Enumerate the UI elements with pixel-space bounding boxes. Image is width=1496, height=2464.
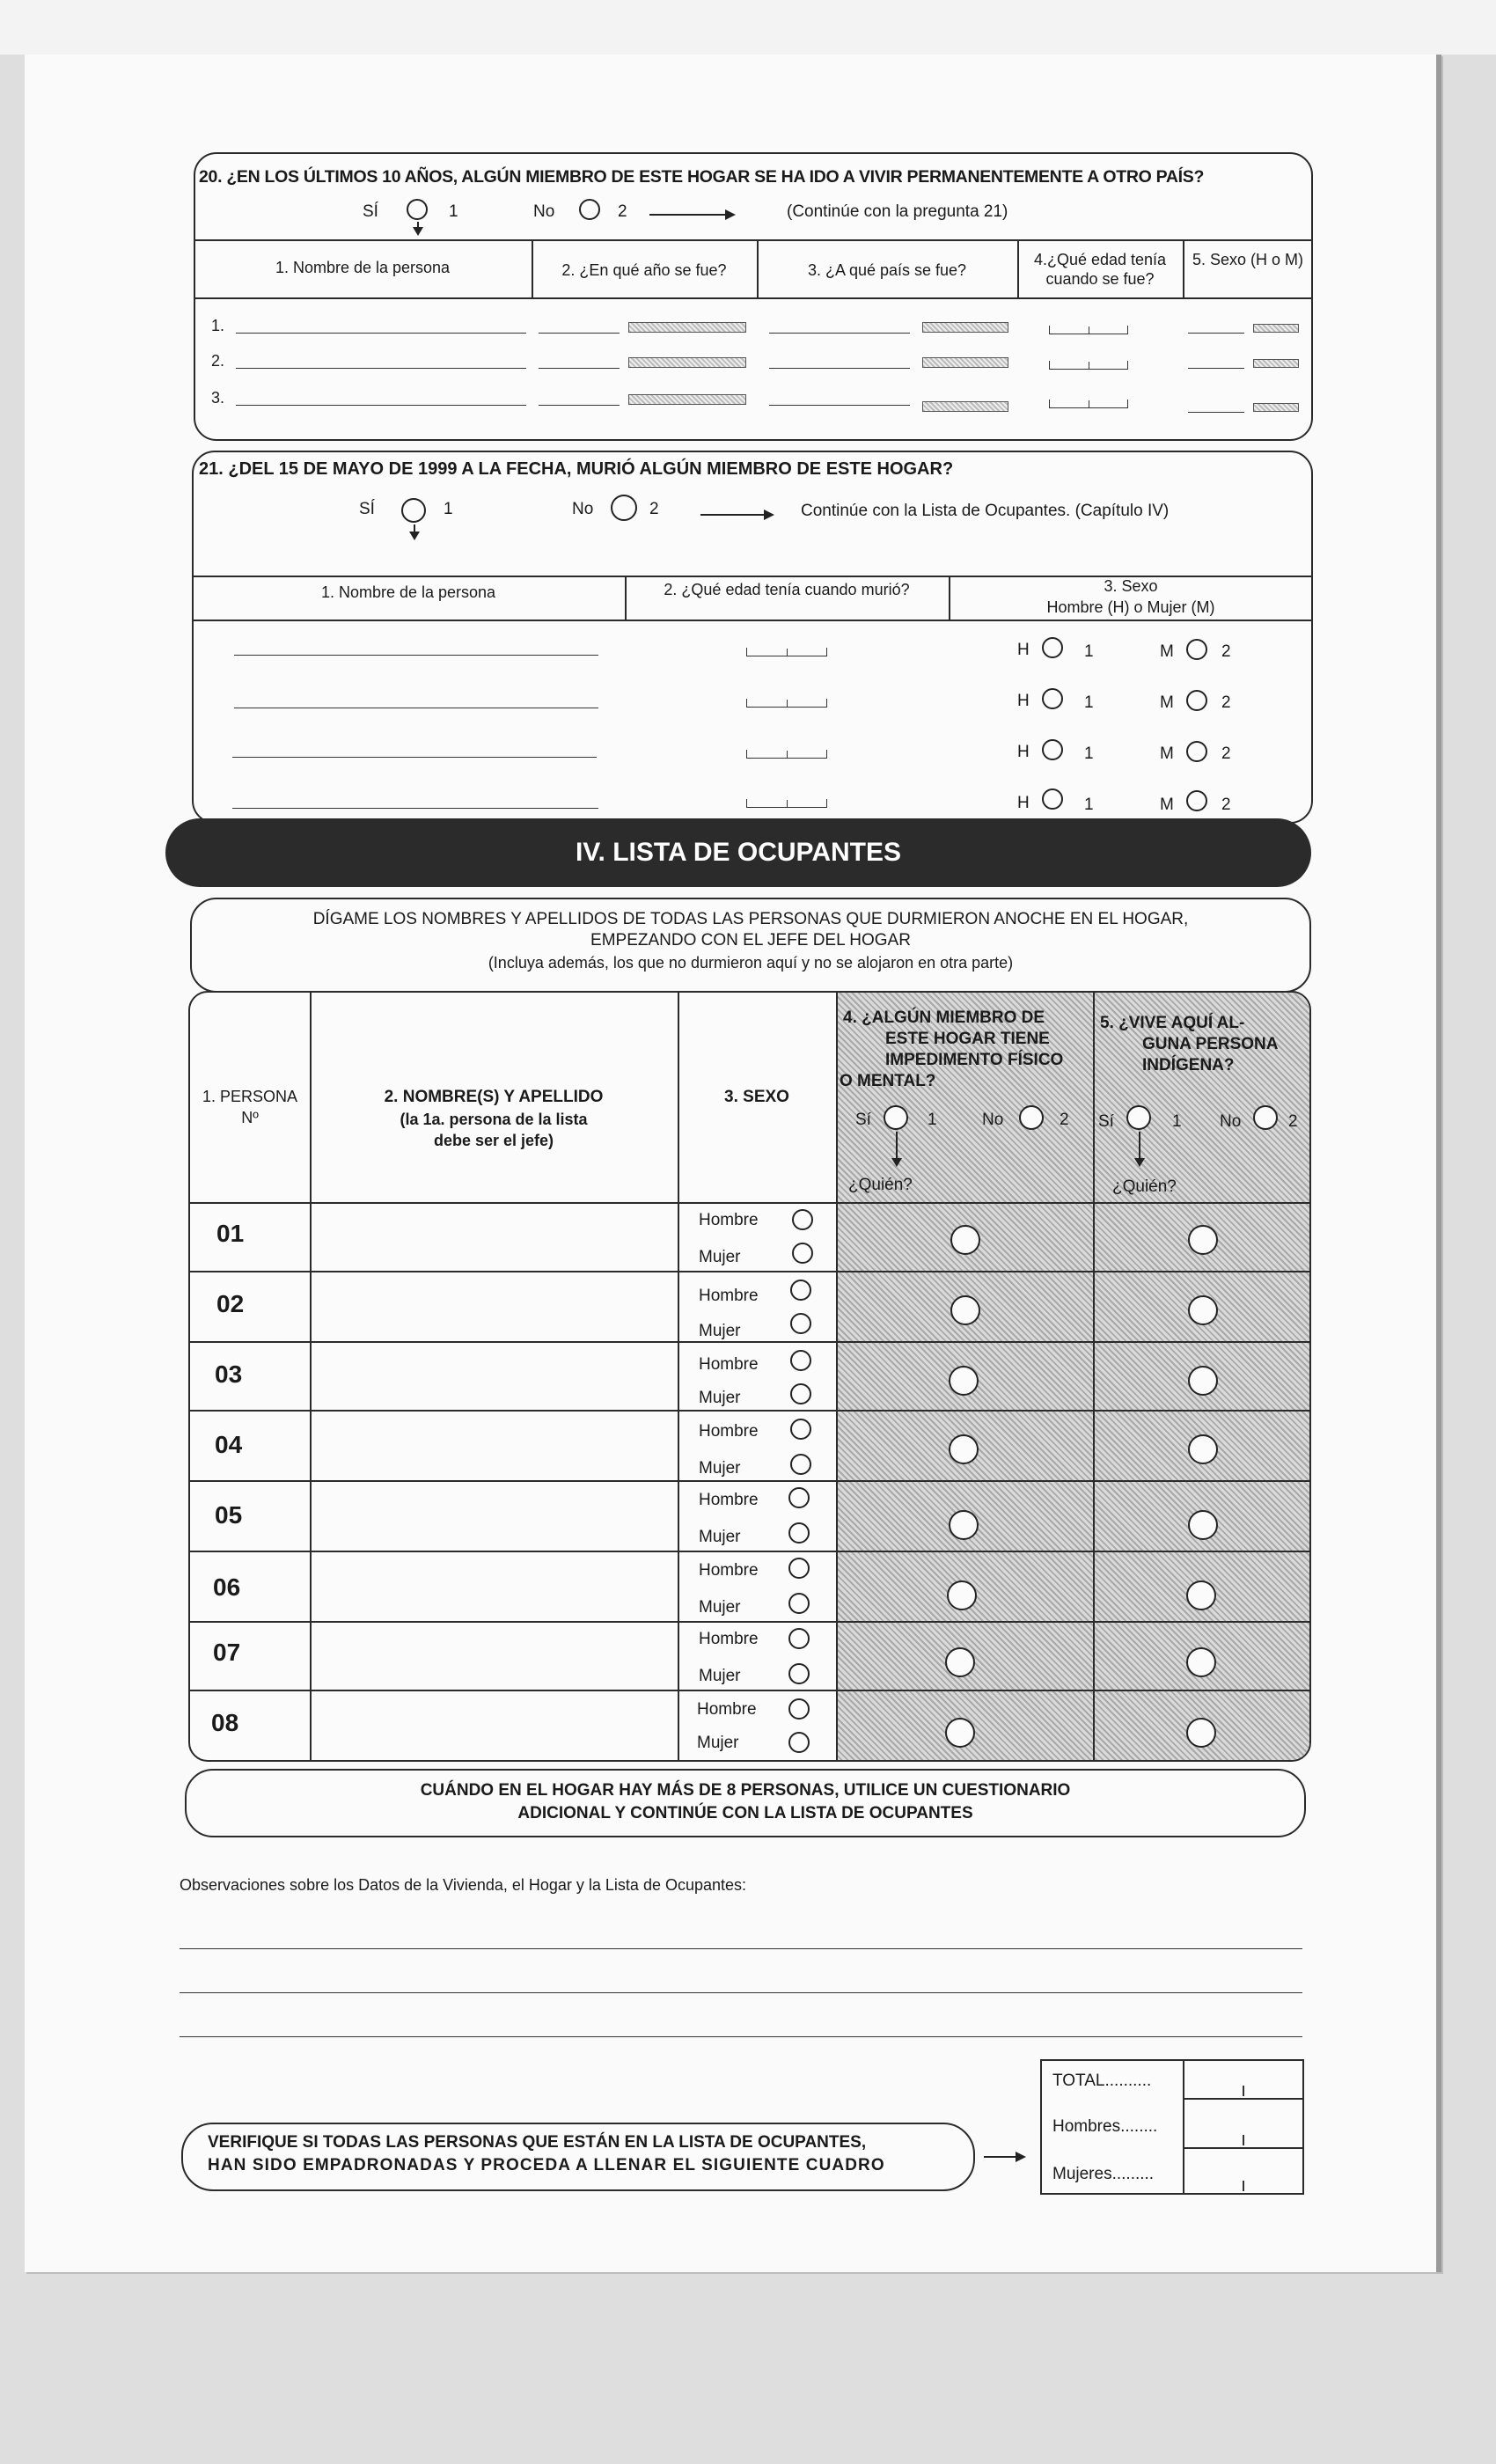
q20-si-code: 1 — [449, 202, 458, 221]
q20-col3-header: 3. ¿A qué país se fue? — [807, 261, 967, 279]
q21-row-1-h-radio[interactable] — [1042, 637, 1063, 658]
occ-col3-header: 3. SEXO — [724, 1088, 789, 1106]
occ-col5-no-code: 2 — [1288, 1112, 1298, 1131]
q21-row-2-h-radio[interactable] — [1042, 688, 1063, 709]
occ-row-08-mujer: Mujer — [697, 1734, 739, 1752]
q20-row-2-num: 2. — [211, 352, 225, 370]
occ-col5-header-l1: 5. ¿VIVE AQUÍ AL- — [1100, 1014, 1245, 1032]
q20-title: 20. ¿EN LOS ÚLTIMOS 10 AÑOS, ALGÚN MIEMBRO DE ESTE HOGAR SE HA IDO A VIVIR PERMANENTEMENTE A OTRO PAÍS? — [199, 167, 1205, 187]
q20-row-2-sex-field[interactable] — [1188, 368, 1244, 369]
q20-row-2-name-field[interactable] — [236, 368, 526, 369]
occ-row-05-mujer-radio[interactable] — [788, 1522, 810, 1544]
occ-col2-header-line2: (la 1a. persona de la lista — [400, 1111, 588, 1128]
totals-mujeres-label: Mujeres......... — [1052, 2165, 1155, 2183]
occ-col2-header-line1: 2. NOMBRE(S) Y APELLIDO — [384, 1088, 604, 1106]
q20-col4-header: 4.¿Qué edad tenía cuando se fue? — [1033, 251, 1167, 288]
occ-col5-header-l3: INDÍGENA? — [1142, 1056, 1235, 1074]
occ-div3 — [836, 993, 838, 1760]
occ-row-03-mujer: Mujer — [699, 1389, 741, 1407]
observations-label: Observaciones sobre los Datos de la Vivienda, el Hogar y la Lista de Ocupantes: — [180, 1876, 747, 1894]
q21-header-bottom — [192, 620, 1313, 621]
occ-col5-no-label: No — [1220, 1112, 1242, 1131]
more-persons-line1: CUÁNDO EN EL HOGAR HAY MÁS DE 8 PERSONAS, UTILICE UN CUESTIONARIO — [420, 1781, 1071, 1800]
totals-total-label: TOTAL.......... — [1052, 2072, 1152, 2090]
occ-row-03-num: 03 — [215, 1360, 243, 1388]
q21-row-1-h-code: 1 — [1084, 642, 1094, 661]
occ-row-08-mujer-radio[interactable] — [788, 1732, 810, 1753]
occ-col4-si-label: Sí — [855, 1111, 871, 1129]
q20-row-1-year-field[interactable] — [539, 333, 620, 334]
q21-no-radio[interactable] — [611, 495, 637, 521]
totals-hombres-label: Hombres........ — [1052, 2117, 1158, 2136]
occ-col5-si-label: Sí — [1098, 1112, 1114, 1131]
q20-row-2-sex-code — [1253, 359, 1299, 368]
q20-row-3-num: 3. — [211, 389, 225, 407]
occ-row-02-mujer-radio[interactable] — [790, 1313, 811, 1334]
occ-row-05-indigenous-radio[interactable] — [1188, 1510, 1218, 1540]
q21-row-3-h-code: 1 — [1084, 744, 1094, 763]
occ-row-01-hombre-radio[interactable] — [792, 1209, 813, 1230]
occ-row-02-hombre-radio[interactable] — [790, 1280, 811, 1301]
q21-no-code: 2 — [649, 500, 659, 518]
occ-row-08-hombre: Hombre — [697, 1700, 757, 1719]
q21-row-4-m-label: M — [1160, 796, 1174, 814]
q20-row-1-country-field[interactable] — [769, 333, 910, 334]
occ-row-02-num: 02 — [216, 1290, 245, 1317]
occ-div4 — [1093, 993, 1095, 1760]
occ-row-03-mujer-radio[interactable] — [790, 1383, 811, 1404]
q21-row-1-m-label: M — [1160, 642, 1174, 661]
q20-col5-header: 5. Sexo (H o M) — [1192, 251, 1304, 268]
q21-row-3-age-field[interactable] — [746, 750, 827, 759]
q20-row-1-country-code — [922, 322, 1008, 333]
q21-row-3-m-label: M — [1160, 744, 1174, 763]
occ-row-01-num: 01 — [216, 1220, 245, 1247]
occ-col4-no-label: No — [982, 1111, 1004, 1129]
q21-skip-note: Continúe con la Lista de Ocupantes. (Capítulo IV) — [801, 502, 1170, 520]
occ-row-04-num: 04 — [215, 1431, 243, 1458]
occ-col5-quien: ¿Quién? — [1112, 1177, 1177, 1196]
occ-row-06-mujer-radio[interactable] — [788, 1593, 810, 1614]
q20-col1-header: 1. Nombre de la persona — [275, 259, 451, 276]
q20-row-2-country-field[interactable] — [769, 368, 910, 369]
q21-row-2-h-code: 1 — [1084, 693, 1094, 712]
occ-row-06-hombre-radio[interactable] — [788, 1558, 810, 1579]
occ-col4-si-radio[interactable] — [884, 1105, 908, 1130]
occ-row-01-impediment-radio[interactable] — [950, 1225, 980, 1255]
occ-row-07-indigenous-radio[interactable] — [1186, 1647, 1216, 1677]
q21-row-1-h-label: H — [1017, 641, 1030, 659]
q20-row-1-num: 1. — [211, 317, 225, 334]
occ-row-08-indigenous-radio[interactable] — [1186, 1718, 1216, 1748]
occ-col5-si-code: 1 — [1172, 1112, 1182, 1131]
q21-col3-header-line1: 3. Sexo — [1104, 577, 1158, 595]
observations-line-2[interactable] — [180, 1992, 1302, 1993]
q20-header-bottom — [194, 297, 1313, 299]
verify-line1: VERIFIQUE SI TODAS LAS PERSONAS QUE ESTÁN EN LA LISTA DE OCUPANTES, — [208, 2133, 867, 2152]
q21-col2-header: 2. ¿Qué edad tenía cuando murió? — [664, 581, 910, 598]
q21-row-3-m-code: 2 — [1221, 744, 1231, 763]
totals-hombres-field[interactable] — [1184, 2100, 1302, 2147]
q21-si-code: 1 — [444, 500, 453, 518]
q20-row-2-year-code — [628, 357, 746, 368]
q21-row-3-h-label: H — [1017, 743, 1030, 761]
section-banner: IV. LISTA DE OCUPANTES — [165, 818, 1311, 887]
q20-row-3-name-field[interactable] — [236, 405, 526, 406]
q21-row-4-age-field[interactable] — [746, 799, 827, 808]
occ-row-06-indigenous-radio[interactable] — [1186, 1580, 1216, 1610]
q20-skip-arrow — [649, 214, 734, 216]
occ-row-07-hombre-radio[interactable] — [788, 1628, 810, 1649]
more-persons-box — [185, 1769, 1306, 1837]
occ-col4-quien: ¿Quién? — [848, 1176, 913, 1194]
occ-col4-header-l3: IMPEDIMENTO FÍSICO — [885, 1051, 1064, 1069]
occ-col4-header-l2: ESTE HOGAR TIENE — [885, 1030, 1050, 1048]
occ-row-04-impediment-radio[interactable] — [949, 1434, 979, 1464]
occ-row-06-mujer: Mujer — [699, 1598, 741, 1617]
q20-no-label: No — [533, 202, 555, 221]
occ-col5-si-radio[interactable] — [1126, 1105, 1151, 1130]
occ-row-04-indigenous-radio[interactable] — [1188, 1434, 1218, 1464]
q20-si-label: SÍ — [363, 202, 378, 221]
occ-row-02-indigenous-radio[interactable] — [1188, 1295, 1218, 1325]
occ-col1-header-line1: 1. PERSONA — [202, 1088, 298, 1105]
more-persons-line2: ADICIONAL Y CONTINÚE CON LA LISTA DE OCUPANTES — [517, 1804, 973, 1822]
occ-row-02-mujer: Mujer — [699, 1322, 741, 1340]
q21-row-1-m-code: 2 — [1221, 642, 1231, 661]
observations-line-1[interactable] — [180, 1948, 1302, 1949]
q20-no-code: 2 — [618, 202, 627, 221]
q21-row-1-name-field[interactable] — [234, 655, 598, 656]
q20-row-3-sex-field[interactable] — [1188, 412, 1244, 413]
occ-row-01-mujer-radio[interactable] — [792, 1243, 813, 1264]
q20-row-3-year-field[interactable] — [539, 405, 620, 406]
q20-box — [194, 152, 1313, 441]
q20-row-3-country-code — [922, 401, 1008, 412]
q21-row-4-m-code: 2 — [1221, 796, 1231, 814]
occ-row-04-mujer: Mujer — [699, 1459, 741, 1478]
occ-row-07-hombre: Hombre — [699, 1630, 759, 1648]
occ-row-01-hombre: Hombre — [699, 1211, 759, 1229]
q20-si-arrow — [417, 222, 419, 232]
q20-row-1-sex-code — [1253, 324, 1299, 333]
q21-col1-header: 1. Nombre de la persona — [320, 583, 496, 601]
occ-col2-header-line3: debe ser el jefe) — [433, 1132, 554, 1149]
totals-total-field[interactable] — [1184, 2061, 1302, 2098]
occ-row-05-hombre: Hombre — [699, 1491, 759, 1509]
occ-row-07-num: 07 — [213, 1639, 241, 1666]
occ-col4-si-arrow — [896, 1132, 898, 1163]
occ-row-07-mujer: Mujer — [699, 1667, 741, 1685]
occ-col4-si-code: 1 — [928, 1111, 937, 1129]
occ-col5-no-radio[interactable] — [1253, 1105, 1278, 1130]
q21-row-2-h-label: H — [1017, 692, 1030, 710]
occ-row-02-hombre: Hombre — [699, 1287, 759, 1305]
q21-row-4-h-radio[interactable] — [1042, 788, 1063, 810]
occ-col5-si-arrow — [1139, 1132, 1140, 1163]
q21-row-4-m-radio[interactable] — [1186, 790, 1207, 811]
occ-row-03-hombre-radio[interactable] — [790, 1350, 811, 1371]
totals-mujeres-field[interactable] — [1184, 2149, 1302, 2193]
q21-row-3-m-radio[interactable] — [1186, 741, 1207, 762]
instruction-line2: EMPEZANDO CON EL JEFE DEL HOGAR — [590, 931, 911, 950]
occ-row-01-indigenous-radio[interactable] — [1188, 1225, 1218, 1255]
q21-row-3-h-radio[interactable] — [1042, 739, 1063, 760]
q20-row-1-sex-field[interactable] — [1188, 333, 1244, 334]
occ-row-07-mujer-radio[interactable] — [788, 1663, 810, 1684]
occ-row-06-impediment-radio[interactable] — [947, 1580, 977, 1610]
occ-row-05-impediment-radio[interactable] — [949, 1510, 979, 1540]
occ-col4-no-radio[interactable] — [1019, 1105, 1044, 1130]
q21-row-2-m-radio[interactable] — [1186, 690, 1207, 711]
occ-row-04-hombre: Hombre — [699, 1422, 759, 1441]
q20-skip-note: (Continúe con la pregunta 21) — [787, 202, 1008, 221]
q20-row-2-year-field[interactable] — [539, 368, 620, 369]
q21-row-2-age-field[interactable] — [746, 699, 827, 708]
occ-div2 — [678, 993, 679, 1760]
q21-si-arrow — [414, 524, 415, 537]
q20-row-3-age-field[interactable] — [1049, 400, 1128, 408]
instruction-line1: DÍGAME LOS NOMBRES Y APELLIDOS DE TODAS LAS PERSONAS QUE DURMIERON ANOCHE EN EL HOGAR, — [312, 910, 1189, 928]
occ-row-07-impediment-radio[interactable] — [945, 1647, 975, 1677]
q20-row-3-year-code — [628, 394, 746, 405]
occ-row-05-hombre-radio[interactable] — [788, 1487, 810, 1508]
q21-row-1-age-field[interactable] — [746, 648, 827, 656]
occ-col4-header-l1: 4. ¿ALGÚN MIEMBRO DE — [843, 1008, 1045, 1027]
q20-si-radio[interactable] — [407, 199, 428, 220]
occ-row-08-num: 08 — [211, 1709, 239, 1736]
q21-skip-arrow — [700, 514, 773, 516]
occ-col5-header-l2: GUNA PERSONA — [1142, 1035, 1279, 1053]
q20-no-radio[interactable] — [579, 199, 600, 220]
q21-si-label: SÍ — [359, 500, 375, 518]
q21-row-1-m-radio[interactable] — [1186, 639, 1207, 660]
instruction-line3: (Incluya además, los que no durmieron aquí y no se alojaron en otra parte) — [488, 954, 1014, 972]
occ-col4-header-l4: O MENTAL? — [840, 1072, 936, 1090]
q21-row-3-name-field[interactable] — [232, 757, 597, 758]
q21-row-4-name-field[interactable] — [232, 808, 598, 809]
q20-header-top — [194, 239, 1313, 241]
occ-row-06-hombre: Hombre — [699, 1561, 759, 1580]
occ-row-03-hombre: Hombre — [699, 1355, 759, 1374]
q20-row-1-name-field[interactable] — [236, 333, 526, 334]
q20-row-1-age-field[interactable] — [1049, 326, 1128, 334]
occ-row-03-impediment-radio[interactable] — [949, 1366, 979, 1396]
q21-row-4-h-code: 1 — [1084, 796, 1094, 814]
occ-row-06-num: 06 — [213, 1573, 241, 1601]
occ-row-08-impediment-radio[interactable] — [945, 1718, 975, 1748]
q21-si-radio[interactable] — [401, 498, 426, 523]
verify-line2: HAN SIDO EMPADRONADAS Y PROCEDA A LLENAR EL SIGUIENTE CUADRO — [208, 2156, 885, 2174]
occ-row-05-num: 05 — [215, 1501, 243, 1529]
q20-row-1-year-code — [628, 322, 746, 333]
q20-row-2-country-code — [922, 357, 1008, 368]
occ-row-01-mujer: Mujer — [699, 1248, 741, 1266]
q20-row-2-age-field[interactable] — [1049, 361, 1128, 370]
q20-row-3-country-field[interactable] — [769, 405, 910, 406]
occ-row-04-mujer-radio[interactable] — [790, 1454, 811, 1475]
observations-line-3[interactable] — [180, 2036, 1302, 2037]
occ-row-05-mujer: Mujer — [699, 1528, 741, 1546]
occ-row-08-hombre-radio[interactable] — [788, 1698, 810, 1720]
occ-name-cells[interactable] — [312, 1204, 676, 1760]
q21-row-4-h-label: H — [1017, 794, 1030, 812]
scan-top-margin — [0, 0, 1496, 55]
occ-row-03-indigenous-radio[interactable] — [1188, 1366, 1218, 1396]
q21-row-2-m-code: 2 — [1221, 693, 1231, 712]
verify-arrow — [984, 2156, 1024, 2158]
q20-col2-header: 2. ¿En qué año se fue? — [561, 261, 727, 279]
q21-col3-header-line2: Hombre (H) o Mujer (M) — [1046, 598, 1215, 616]
q21-row-2-m-label: M — [1160, 693, 1174, 712]
occ-row-04-hombre-radio[interactable] — [790, 1419, 811, 1440]
q21-no-label: No — [572, 500, 594, 518]
q21-title: 21. ¿DEL 15 DE MAYO DE 1999 A LA FECHA, MURIÓ ALGÚN MIEMBRO DE ESTE HOGAR? — [199, 459, 954, 479]
occ-col4-no-code: 2 — [1060, 1111, 1069, 1129]
occ-row-02-impediment-radio[interactable] — [950, 1295, 980, 1325]
occ-col1-header-line2: Nº — [241, 1109, 259, 1126]
q20-row-3-sex-code — [1253, 403, 1299, 412]
